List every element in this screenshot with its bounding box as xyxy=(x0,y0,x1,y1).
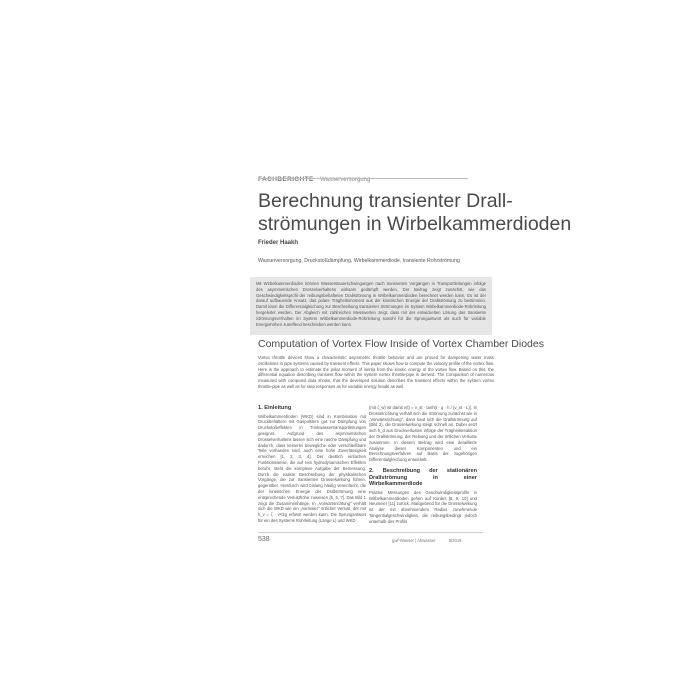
abstract-english: Vortex throttle devices show a characteristic asymmetric throttle behavior and are proved for dampening water mass oscillations in pipe systems caused by transient effects. This paper shows how to compute the velocity profile of the vortex flow. Here is the approach to estimate the polar moment of inertia from the kinetic energy of the vortex flow. Based on this, the differential equation describing transient flow within the system vortex throttle-pipe is derived. The Comparison of numerous measured with computed data shows, that the developed solution describes the transient effects within the system vortex throttle-pipe as well as for step responses as for variable energy heads as well. xyxy=(258,355,494,389)
section-topic: Wasserversorgung xyxy=(320,177,371,183)
english-title: Computation of Vortex Flow Inside of Vortex Chamber Diodes xyxy=(258,338,544,350)
article-title-line-2: strömungen in Wirbelkammerdioden xyxy=(258,213,572,235)
journal-issue: 5/2019 xyxy=(448,538,462,543)
article-author: Frieder Haakh xyxy=(258,240,299,246)
header-divider xyxy=(258,178,468,179)
section-label: FACHBERICHTE xyxy=(258,176,314,183)
body-text-continued: (mit ζ_w) ist damit v(t) = v_st · tanh(t · g · h / (v_st · L)). In Drosselrichtung verhält sich die Strömung zunächst wie in „Vorwärtsrichtung“, dann baut sich die Drallströmung auf (Bild 2), die Drosselwirkung steigt schnell an. Dabei setzt sich h_d aus Druckverlusten infolge der Trägheitsreaktion der Drallströmung, der Reibung und der örtlichen Verluste zusammen. In diesem Beitrag wird eine detaillierte Analyse dieser Komponenten und ein Berechnungsverfahren auf Basis der zugehörigen Differentialgleichung entwickelt. xyxy=(369,405,477,463)
section-header xyxy=(258,168,458,183)
footer-divider xyxy=(258,532,483,533)
section-heading-introduction: 1. Einleitung xyxy=(258,405,292,411)
article-title-line-1: Berechnung transienter Drall- xyxy=(258,190,513,212)
journal-info xyxy=(392,538,462,543)
journal-name: gwf-Wasser | Abwasser xyxy=(392,538,436,543)
article-keywords: Wasserversorgung, Druckstoßdämpfung, Wirbelkammerdiode, transiente Rohrströmung xyxy=(258,258,460,264)
body-column-left xyxy=(258,405,366,524)
page-number: 538 xyxy=(258,536,270,543)
article-title xyxy=(258,190,572,236)
section-heading-description: 2. Beschreibung der stationären Drallströmung in einer Wirbelkammerdiode xyxy=(369,467,477,488)
body-column-right xyxy=(369,405,477,525)
abstract-german: Mit Wirbelkammerdioden können Wasserstauerschwingungen nach transienten Vorgängen in Transportleitungen infolge des asymmetrischen Drosselverhaltens wirksam gedämpft werden. Der Beitrag zeigt zunächst, wie das Geschwindigkeitsprofil der reibungsbehafteten Drallströmung in Wirbelkammerdioden berechnet werden kann. Es ist der darauf aufbauende Ansatz, das polare Trägheitsmoment aus der kinetischen Energie der Drallströmung zu bestimmen. Damit kann die Differentialgleichung zur Beschreibung transienter Strömungen im System Wirbelkammerdiode-Rohrleitung hergeleitet werden. Der Abgleich mit zahlreichen Messwerten zeigt, dass mit der entwickelten Lösung das transiente Strömungsverhalten im System Wirbelkammerdiode-Rohrleitung sowohl für die Sprungantwort als auch für variable Energiehöhen zutreffend beschrieben werden kann. xyxy=(250,277,492,335)
body-text-description: Präzise Messungen des Geschwindigkeitsprofils in Wirbelkammerdioden gehen auf Kordes [8, 9, 10] und Neumeier [11] zurück. Maßgebend für die Drosselwirkung ist der mit abnehmendem Radius zunehmende Tangentialgeschwindigkeit, die reibungsbedingt jedoch unterhalb des Profils xyxy=(369,489,477,524)
body-text-introduction: Wirbelkammerdioden (WKD) sind in Kombination mit Druckbehältern mit Gaspolstern gut zur Dämpfung von Druckstoßeffekten in Trinkwassertransportleitungen geeignet. Aufgrund des asymmetrischen Drosselverhaltens lassen sich eine rasche Dämpfung und dadurch, dass keinerlei bewegliche oder verschleißbare Teile vorhanden sind, auch eine hohe Zuverlässigkeit erreichen [1, 2, 3, 4]. Der deutlich einfachen Funktionsweise, die auf rein hydrodynamischen Effekten beruht, steht die komplexe Aufgabe der Bemessung. Durch die exakte Beschreibung der physikalischen Vorgänge, die zur transienten Drosselwirkung führen, gegenüber. Hierdurch wird bislang häufig vereinfacht, die der kinetischen Energie der Drallströmung eine entsprechende Verlusthöhe zuweisen [5, 6, 7]. Das Bild 1 zeigt die Zusammenhänge. In „Vorwärtsrichtung“ verhält sich die WKD wie ein „normaler“ örtlicher Verlust, der mit h_v = ζ · v²/2g erfasst werden kann. Die Sprungantwort für ein des Systems Rohrleitung (Länge L) und WKD xyxy=(258,413,366,523)
